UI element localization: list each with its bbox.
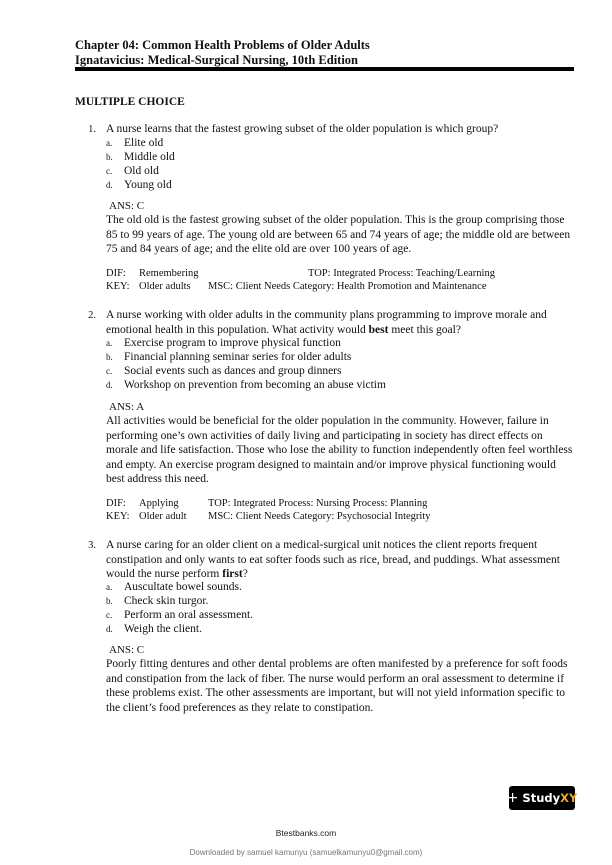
option-text: Financial planning seminar series for older adults [124, 351, 352, 363]
option-letter: c. [106, 166, 113, 176]
book-title: Ignatavicius: Medical-Surgical Nursing, 10th Edition [75, 53, 359, 67]
dif-label: DIF: [106, 498, 126, 509]
option-text: Middle old [124, 151, 175, 163]
stem-text: A nurse working with older adults in the community plans programming to improve morale and emotional health in this population. What activity would [106, 309, 547, 336]
option-text: Young old [124, 179, 172, 191]
option-letter: d. [106, 380, 113, 390]
plus-icon: + [506, 790, 519, 806]
rationale: All activities would be beneficial for the older population in the community. However, failure in performing one’s own activities of daily living and participating in society has direct effects on morale and life satisfaction. Those who lose the ability to function independently often feel worthless and empty. An exercise program designed to maintain and/or improve physical functioning would best address this need. [106, 415, 573, 486]
studyxy-logo [522, 791, 577, 805]
key-value: Older adult [139, 511, 187, 522]
option-letter: d. [106, 624, 113, 634]
stem-emphasis: best [368, 323, 389, 336]
question-stem: A nurse learns that the fastest growing subset of the older population is which group? [106, 123, 499, 135]
option-text: Elite old [124, 137, 164, 149]
option-letter: b. [106, 352, 113, 362]
dif-label: DIF: [106, 268, 126, 279]
section-title: MULTIPLE CHOICE [75, 96, 185, 108]
option-text: Check skin turgor. [124, 595, 209, 607]
footer-site[interactable]: Btestbanks.com [275, 828, 337, 838]
stem-text: A nurse caring for an older client on a medical-surgical unit notices the client reports frequent constipation and only wants to eat softer foods such as rice, bread, and puddings. What assessment would the nurse perform [106, 539, 560, 581]
stem-emphasis: first [222, 568, 243, 581]
footer-download-note: Downloaded by samuel kamunyu (samuelkamunyu0@gmail.com) [189, 848, 423, 857]
question-number: 2. [88, 310, 96, 321]
answer: ANS: C [109, 200, 145, 212]
msc-value: MSC: Client Needs Category: Health Promotion and Maintenance [208, 281, 487, 292]
dif-value: Applying [139, 498, 179, 509]
key-value: Older adults [139, 281, 191, 292]
option-letter: a. [106, 338, 113, 348]
option-text: Workshop on prevention from becoming an abuse victim [124, 379, 386, 391]
key-label: KEY: [106, 281, 130, 292]
question-stem [106, 308, 572, 337]
option-text: Weigh the client. [124, 623, 202, 635]
chapter-title: Chapter 04: Common Health Problems of Older Adults [75, 38, 370, 52]
answer: ANS: A [109, 401, 145, 413]
rationale: Poorly fitting dentures and other dental problems are often manifested by a preference for soft foods and constipation from the lack of fiber. The nurse would perform an oral assessment to determine if these problems exist. The other assessments are important, but will not yield information specific to the client’s food preferences as they relate to constipation. [106, 658, 568, 714]
option-text: Exercise program to improve physical function [124, 337, 341, 349]
rationale: The old old is the fastest growing subset of the older population. This is the group comprising those 85 to 99 years of age. The young old are between 65 and 74 years of age; the middle old are between 75 and 84 years of age; and the elite old are over 100 years of age. [106, 214, 571, 256]
header-rule [75, 67, 574, 71]
answer: ANS: C [109, 644, 145, 656]
logo-xy: XY [560, 791, 578, 805]
dif-value: Remembering [139, 268, 199, 279]
option-letter: a. [106, 582, 113, 592]
option-text: Old old [124, 165, 159, 177]
option-letter: c. [106, 366, 113, 376]
top-value: TOP: Integrated Process: Nursing Process: Planning [208, 498, 428, 509]
option-letter: b. [106, 596, 113, 606]
option-letter: b. [106, 152, 113, 162]
stem-text: ? [242, 568, 248, 581]
question-number: 1. [88, 124, 96, 135]
top-value: TOP: Integrated Process: Teaching/Learning [308, 268, 495, 279]
option-text: Auscultate bowel sounds. [124, 581, 242, 593]
key-label: KEY: [106, 511, 130, 522]
option-letter: d. [106, 180, 113, 190]
question-stem [106, 538, 572, 582]
logo-study: Study [522, 791, 561, 805]
option-text: Perform an oral assessment. [124, 609, 254, 621]
msc-value: MSC: Client Needs Category: Psychosocial Integrity [208, 511, 431, 522]
studyxy-badge[interactable] [506, 786, 578, 810]
option-letter: a. [106, 138, 113, 148]
option-letter: c. [106, 610, 113, 620]
stem-text: meet this goal? [388, 323, 461, 336]
option-text: Social events such as dances and group dinners [124, 365, 342, 377]
question-number: 3. [88, 540, 96, 551]
